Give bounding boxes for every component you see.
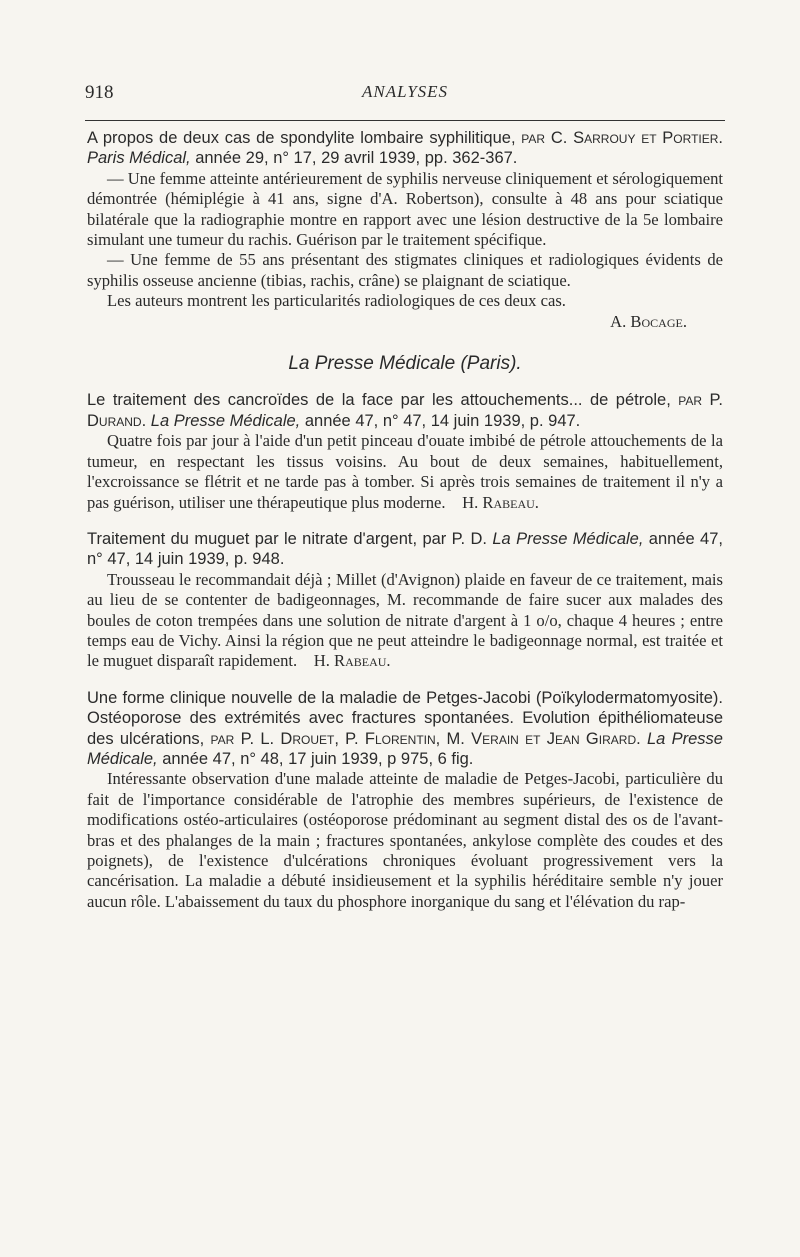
article-reference: année 47, n° 48, 17 juin 1939, p 975, 6 fig. (157, 749, 474, 768)
article-paragraph: — Une femme de 55 ans présentant des stigmates cliniques et radiologiques évidents de syphilis osseuse ancienne (tibias, rachis, crâne) se plaignant de sciatique. (87, 250, 723, 290)
page-content (87, 128, 723, 912)
article-title: Le traitement des cancroïdes de la face par les attouchements... de pétrole, (87, 391, 671, 410)
article-body-text: Trousseau le recommandait déjà ; Millet (d'Avignon) plaide en faveur de ce traitement, mais au lieu de se contenter de badigeonnages, M. recommande de faire sucer aux malades des boules de coton trempées dans une solution de nitrate d'argent à 1 o/o, chaque 4 heures ; entre temps eau de Vichy. Ainsi la région que ne peut atteindre le badigeonnage normal, est traitée et le muguet disparaît rapidement. (87, 569, 723, 671)
running-title: ANALYSES (361, 82, 449, 101)
article-signature: H. Rabeau. (313, 651, 391, 671)
article-journal: La Presse Médicale, (492, 529, 644, 548)
article-reference: année 47, n° 47, 14 juin 1939, p. 948. (87, 529, 723, 569)
article-signature: H. Rabeau. (462, 492, 539, 512)
article-petges-jacobi (87, 688, 723, 912)
article-reference: année 47, n° 47, 14 juin 1939, p. 947. (300, 411, 581, 430)
article-heading (87, 529, 723, 570)
article-body: Intéressante observation d'une malade atteinte de maladie de Petges-Jacobi, particulière du fait de l'importance considérable de l'atrophie des membres supérieurs, de l'existence de modifications ostéo-articulaires (ostéoporose prédominant au segment distal des os de l'avant-bras et des phalanges de la main ; fractures spontanées, ankylose complète des coudes et des poignets), de l'existence d'ulcérations chroniques évoluant progressivement vers la cancérisation. La maladie a débuté insidieusement et la syphilis héréditaire semble n'y jouer aucun rôle. L'abaissement du taux du phosphore inorganique du sang et l'élévation du rap- (87, 769, 723, 911)
article-paragraph: — Une femme atteinte antérieurement de syphilis nerveuse cliniquement et sérologiquement démontrée (hémiplégie à 41 ans, signe d'A. Robertson), consulte à 48 ans pour sciatique bilatérale que la radiographie montre en rapport avec une lésion destructive de la 5e lombaire simulant une tumeur du rachis. Guérison par le traitement spécifique. (87, 168, 723, 250)
article-heading (87, 390, 723, 431)
article-body (87, 431, 723, 513)
article-title: A propos de deux cas de spondylite lombaire syphilitique, (87, 129, 516, 147)
article-authors: par P. Durand. (87, 391, 723, 430)
spacer (87, 513, 723, 529)
spacer (87, 672, 723, 688)
article-body-text: Quatre fois par jour à l'aide d'un petit pinceau d'ouate imbibé de pétrole attouchements de la tumeur, en respectant les tissus voisins. Au bout de deux semaines, habituellement, l'excroissance se flétrit et ne tarde pas à tomber. Si après trois semaines de traitement il n'y a pas guérison, utiliser une thérapeutique plus moderne. (87, 431, 723, 512)
page-header (85, 82, 725, 106)
article-body (87, 570, 723, 672)
article-paragraph: Les auteurs montrent les particularités radiologiques de ces deux cas. (107, 291, 566, 311)
article-title: Une forme clinique nouvelle de la maladie de Petges-Jacobi (Poïkylodermatomyosite). Ostéoporose des extrémités avec fractures spontanées. Evolution épithéliomateuse des ulcérations, (87, 688, 723, 748)
article-cancroides (87, 390, 723, 512)
article-reference: année 29, n° 17, 29 avril 1939, pp. 362-367. (190, 149, 518, 168)
article-heading (87, 128, 723, 169)
article-heading (87, 688, 723, 770)
article-spondylite (87, 128, 723, 332)
article-journal: Paris Médical, (87, 149, 191, 168)
section-title: La Presse Médicale (Paris). (288, 353, 522, 375)
article-journal: La Presse Médicale, (150, 411, 301, 430)
article-signature: A. Bocage. (610, 311, 687, 331)
article-muguet (87, 529, 723, 672)
article-authors: par P. D. (417, 529, 487, 548)
page-number: 918 (85, 82, 114, 103)
article-authors: par P. L. Drouet, P. Florentin, M. Verain et Jean Girard. (204, 729, 641, 748)
header-rule (85, 120, 725, 121)
article-journal: La Presse Médicale, (87, 729, 723, 768)
article-title: Traitement du muguet par le nitrate d'argent, (87, 529, 418, 548)
article-authors: par C. Sarrouy et Portier. (515, 129, 723, 147)
